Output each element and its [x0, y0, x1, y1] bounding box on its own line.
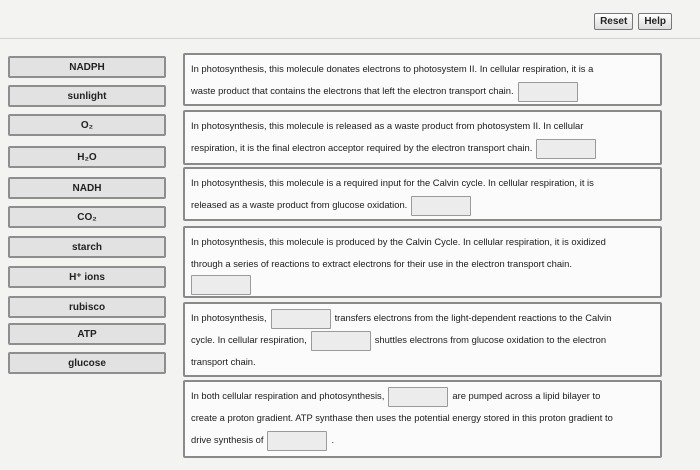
- tile-rubisco[interactable]: rubisco: [8, 296, 166, 318]
- tile-glucose[interactable]: glucose: [8, 352, 166, 374]
- question-box-6: [183, 380, 662, 458]
- question-text: create a proton gradient. ATP synthase then uses the potential energy stored in this proton gradient to: [191, 412, 613, 423]
- question-text: through a series of reactions to extract electrons for their use in the electron transport chain.: [191, 258, 572, 269]
- tile-nadph[interactable]: NADPH: [8, 56, 166, 78]
- tile-nadh[interactable]: NADH: [8, 177, 166, 199]
- toolbar: [594, 13, 672, 30]
- question-box-4: [183, 226, 662, 298]
- question-text: released as a waste product from glucose oxidation.: [191, 199, 408, 210]
- drop-target[interactable]: [411, 196, 471, 216]
- question-box-3: [183, 167, 662, 221]
- tile-sunlight[interactable]: sunlight: [8, 85, 166, 107]
- question-box-2: [183, 110, 662, 165]
- tile-h2o[interactable]: H₂O: [8, 146, 166, 168]
- question-text: In photosynthesis, this molecule donates electrons to photosystem II. In cellular respiration, it is a: [191, 63, 594, 74]
- drop-target[interactable]: [518, 82, 578, 102]
- question-text: In both cellular respiration and photosynthesis,: [191, 390, 385, 401]
- reset-button[interactable]: Reset: [594, 13, 633, 30]
- help-button[interactable]: Help: [638, 13, 672, 30]
- question-text: transfers electrons from the light-dependent reactions to the Calvin: [334, 312, 612, 323]
- question-text: .: [331, 434, 335, 445]
- tile-atp[interactable]: ATP: [8, 323, 166, 345]
- question-text: cycle. In cellular respiration,: [191, 334, 307, 345]
- drop-target[interactable]: [267, 431, 327, 451]
- question-text: shuttles electrons from glucose oxidation to the electron: [374, 334, 607, 345]
- question-text: transport chain.: [191, 356, 256, 367]
- question-box-1: [183, 53, 662, 106]
- question-text: are pumped across a lipid bilayer to: [452, 390, 601, 401]
- question-box-5: [183, 302, 662, 377]
- question-text: waste product that contains the electrons that left the electron transport chain.: [191, 85, 514, 96]
- question-text: respiration, it is the final electron acceptor required by the electron transport chain.: [191, 142, 533, 153]
- drop-target[interactable]: [271, 309, 331, 329]
- tile-o2[interactable]: O₂: [8, 114, 166, 136]
- tile-h-ions[interactable]: H⁺ ions: [8, 266, 166, 288]
- question-text: In photosynthesis, this molecule is a required input for the Calvin cycle. In cellular respiration, it is: [191, 177, 594, 188]
- drop-target[interactable]: [388, 387, 448, 407]
- drop-target[interactable]: [191, 275, 251, 295]
- tile-co2[interactable]: CO₂: [8, 206, 166, 228]
- question-text: drive synthesis of: [191, 434, 264, 445]
- drop-target[interactable]: [311, 331, 371, 351]
- question-text: In photosynthesis, this molecule is produced by the Calvin Cycle. In cellular respiration, it is oxidized: [191, 236, 606, 247]
- tile-starch[interactable]: starch: [8, 236, 166, 258]
- question-text: In photosynthesis, this molecule is released as a waste product from photosystem II. In cellular: [191, 120, 584, 131]
- question-text: In photosynthesis,: [191, 312, 267, 323]
- drop-target[interactable]: [536, 139, 596, 159]
- divider: [0, 38, 700, 39]
